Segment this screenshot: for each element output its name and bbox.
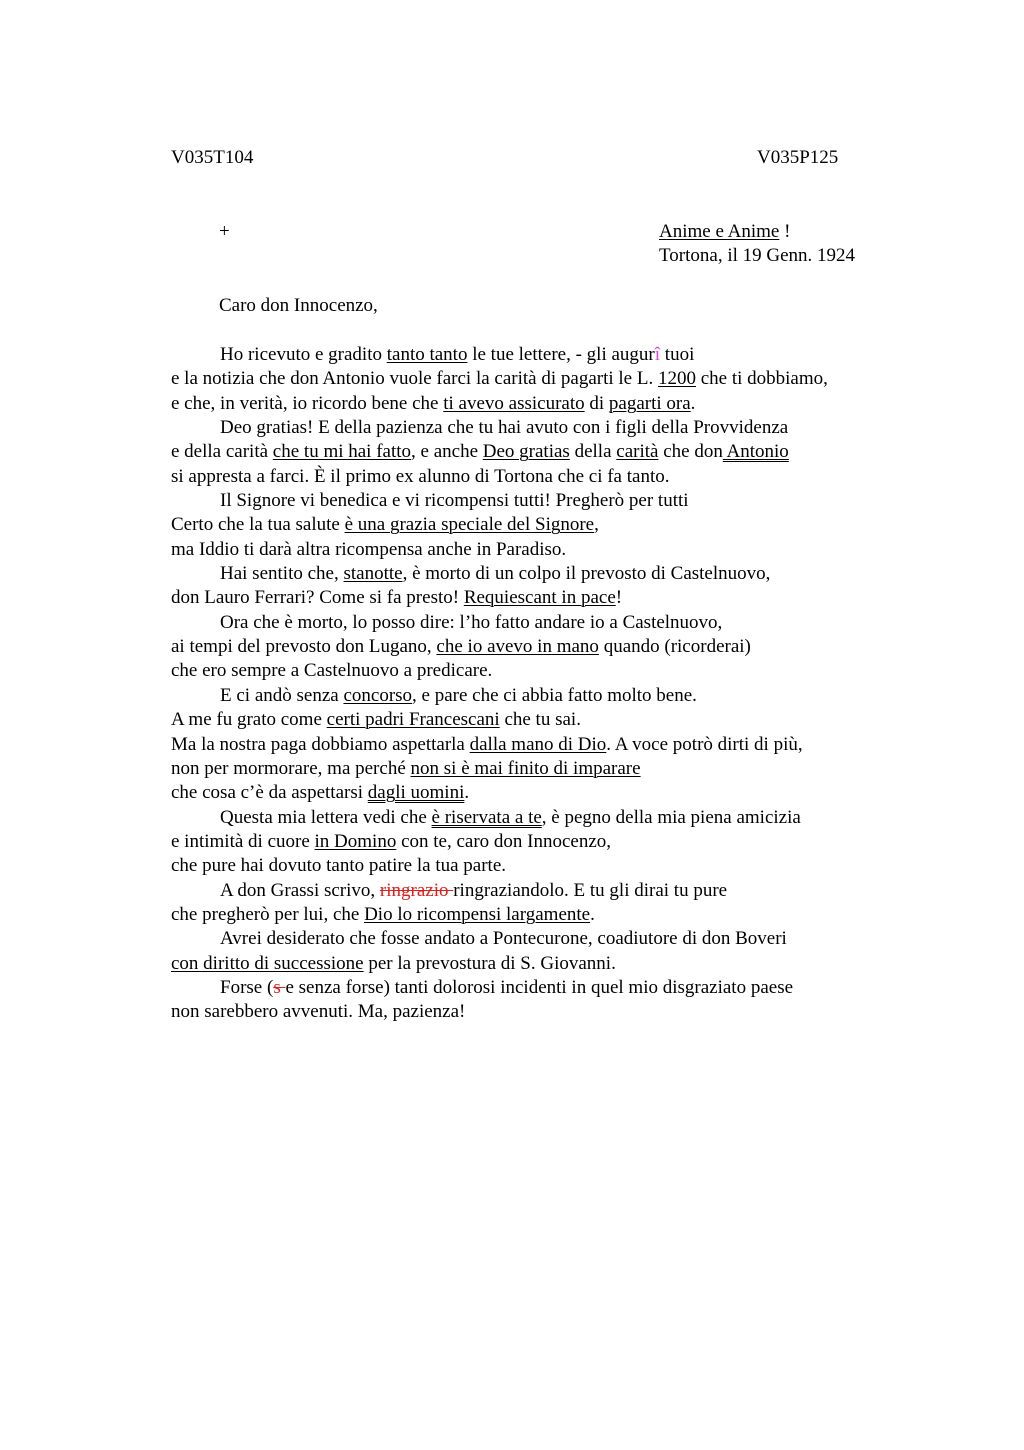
header-right-code: V035P125 bbox=[757, 147, 839, 168]
letter-line bbox=[171, 781, 951, 805]
letter-line bbox=[171, 830, 951, 854]
line-text: î bbox=[654, 344, 661, 365]
deleted-text: ringrazio bbox=[379, 879, 454, 901]
underlined-text: certi padri Francescani bbox=[326, 709, 500, 731]
line-text: e la notizia che don Antonio vuole farci la carità di pagarti le L. bbox=[171, 368, 658, 390]
line-text: . bbox=[590, 903, 595, 925]
line-text: , e pare che ci abbia fatto molto bene. bbox=[412, 684, 697, 706]
letter-line bbox=[171, 927, 951, 951]
line-text: Hai sentito che, bbox=[220, 563, 344, 585]
letter-line bbox=[171, 1000, 951, 1024]
underlined-text: è riservata a te bbox=[431, 806, 542, 828]
letter-line bbox=[171, 343, 951, 367]
line-text: , e anche bbox=[411, 441, 483, 463]
line-text: Ho ricevuto e gradito bbox=[220, 344, 387, 365]
letter-line bbox=[171, 489, 951, 513]
underlined-text: dagli uomini bbox=[367, 782, 465, 804]
line-text: E ci andò senza bbox=[220, 684, 344, 706]
underlined-text: Dio lo ricompensi largamente bbox=[364, 903, 591, 925]
line-text: . bbox=[464, 782, 470, 804]
letter-line bbox=[171, 684, 951, 708]
letter-line bbox=[171, 440, 951, 464]
letter-body bbox=[171, 343, 951, 1025]
letter-line bbox=[171, 952, 951, 976]
line-text: . bbox=[690, 392, 696, 414]
line-text: Questa mia lettera vedi che bbox=[220, 806, 432, 828]
letter-line bbox=[171, 392, 951, 416]
motto-text: Anime e Anime bbox=[659, 221, 780, 242]
underlined-text: con diritto di successione bbox=[171, 952, 364, 974]
letter-line bbox=[171, 562, 951, 586]
underlined-text: tanto tanto bbox=[386, 344, 468, 365]
letter-line bbox=[171, 635, 951, 659]
underlined-text: è una grazia speciale del Signore bbox=[344, 514, 595, 536]
salutation: Caro don Innocenzo, bbox=[219, 295, 378, 316]
letter-line bbox=[171, 465, 951, 489]
line-text: che don bbox=[658, 441, 723, 463]
underlined-text: dalla mano di Dio bbox=[469, 733, 607, 755]
line-text: di bbox=[584, 392, 609, 414]
letter-line bbox=[171, 806, 951, 830]
letter-line bbox=[171, 733, 951, 757]
line-text: che pure hai dovuto tanto patire la tua parte. bbox=[171, 855, 507, 877]
line-text: Deo gratias! E della pazienza che tu hai avuto con i figli della Provvidenza bbox=[220, 417, 789, 439]
deleted-text: s bbox=[273, 976, 286, 998]
line-text: quando (ricorderai) bbox=[598, 636, 751, 658]
letter-line bbox=[171, 708, 951, 732]
line-text: che cosa c’è da aspettarsi bbox=[171, 782, 368, 804]
place-date: Tortona, il 19 Genn. 1924 bbox=[659, 245, 856, 266]
line-text: che ti dobbiamo, bbox=[695, 368, 828, 390]
line-text: non sarebbero avvenuti. Ma, pazienza! bbox=[171, 1001, 466, 1023]
underlined-text: Antonio bbox=[722, 441, 789, 463]
line-text: tuoi bbox=[660, 344, 695, 365]
line-text: . A voce potrò dirti di più, bbox=[606, 733, 803, 755]
line-text: e intimità di cuore bbox=[171, 830, 315, 852]
line-text: Il Signore vi benedica e vi ricompensi tutti! Pregherò per tutti bbox=[220, 490, 689, 512]
line-text: e della carità bbox=[171, 441, 273, 463]
underlined-text: ti avevo assicurato bbox=[443, 392, 585, 414]
header-left-code: V035T104 bbox=[171, 147, 254, 168]
line-text: che ero sempre a Castelnuovo a predicare. bbox=[171, 660, 493, 682]
underlined-text: pagarti ora bbox=[608, 392, 691, 414]
letter-line bbox=[171, 513, 951, 537]
underlined-text: in Domino bbox=[314, 830, 397, 852]
line-text: e senza forse) tanti dolorosi incidenti in quel mio disgraziato paese bbox=[285, 976, 794, 998]
underlined-text: concorso bbox=[343, 684, 413, 706]
line-text: A me fu grato come bbox=[171, 709, 327, 731]
letter-line bbox=[171, 367, 951, 391]
line-text: , è pegno della mia piena amicizia bbox=[541, 806, 801, 828]
underlined-text: Requiescant in pace bbox=[463, 587, 616, 609]
letter-line bbox=[171, 903, 951, 927]
line-text: e che, in verità, io ricordo bene che bbox=[171, 392, 444, 414]
underlined-text: carità bbox=[616, 441, 659, 463]
line-text: Certo che la tua salute bbox=[171, 514, 345, 536]
cross-symbol: + bbox=[219, 221, 230, 242]
line-text: le tue lettere, - gli augur bbox=[467, 344, 655, 365]
line-text: ma Iddio ti darà altra ricompensa anche in Paradiso. bbox=[171, 538, 567, 560]
line-text: Avrei desiderato che fosse andato a Pontecurone, coadiutore di don Boveri bbox=[220, 928, 787, 950]
underlined-text: 1200 bbox=[657, 368, 696, 390]
letter-line bbox=[171, 879, 951, 903]
line-text: che pregherò per lui, che bbox=[171, 903, 365, 925]
letter-line bbox=[171, 757, 951, 781]
underlined-text: che tu mi hai fatto bbox=[272, 441, 412, 463]
line-text: ringraziandolo. E tu gli dirai tu pure bbox=[453, 879, 728, 901]
letter-line bbox=[171, 976, 951, 1000]
letter-line bbox=[171, 659, 951, 683]
line-text: si appresta a farci. È il primo ex alunno di Tortona che ci fa tanto. bbox=[171, 465, 670, 487]
letter-line bbox=[171, 854, 951, 878]
line-text: non per mormorare, ma perché bbox=[171, 757, 411, 779]
line-text: ai tempi del prevosto don Lugano, bbox=[171, 636, 437, 658]
line-text: Ma la nostra paga dobbiamo aspettarla bbox=[171, 733, 470, 755]
underlined-text: non si è mai finito di imparare bbox=[410, 757, 641, 779]
letter-line bbox=[171, 416, 951, 440]
line-text: della bbox=[569, 441, 617, 463]
underlined-text: stanotte bbox=[343, 563, 403, 585]
line-text: don Lauro Ferrari? Come si fa presto! bbox=[171, 587, 464, 609]
letter-line bbox=[171, 586, 951, 610]
line-text: Forse ( bbox=[220, 976, 274, 998]
line-text: con te, caro don Innocenzo, bbox=[396, 830, 612, 852]
underlined-text: che io avevo in mano bbox=[436, 636, 599, 658]
line-text: , è morto di un colpo il prevosto di Castelnuovo, bbox=[402, 563, 771, 585]
underlined-text: Deo gratias bbox=[482, 441, 570, 463]
line-text: per la prevostura di S. Giovanni. bbox=[363, 952, 616, 974]
line-text: Ora che è morto, lo posso dire: l’ho fatto andare io a Castelnuovo, bbox=[220, 611, 723, 633]
line-text: ! bbox=[615, 587, 623, 609]
line-text: , bbox=[594, 514, 599, 536]
motto-punct: ! bbox=[779, 221, 791, 242]
motto bbox=[659, 220, 790, 244]
line-text: A don Grassi scrivo, bbox=[220, 879, 380, 901]
letter-line bbox=[171, 611, 951, 635]
letter-line bbox=[171, 538, 951, 562]
line-text: che tu sai. bbox=[499, 709, 581, 731]
